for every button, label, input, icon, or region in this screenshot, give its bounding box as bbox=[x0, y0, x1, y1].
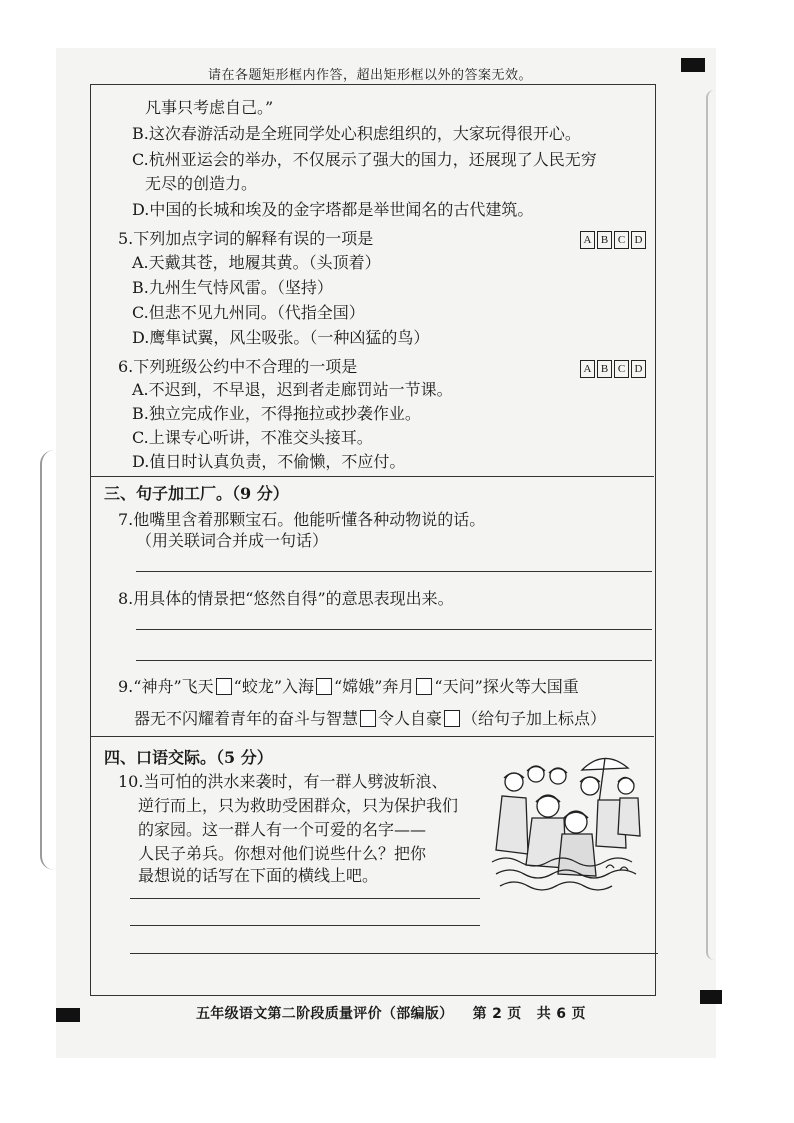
q7-answer-line[interactable] bbox=[136, 571, 652, 572]
q4-option-c-line2: 无尽的创造力。 bbox=[145, 174, 258, 193]
q9-text-5: 器无不闪耀着青年的奋斗与智慧 bbox=[134, 709, 359, 728]
q5-choice-a[interactable]: A bbox=[580, 231, 595, 249]
registration-mark-top-right bbox=[681, 58, 705, 72]
answer-area-notice: 请在各题矩形框内作答，超出矩形框以外的答案无效。 bbox=[207, 68, 532, 83]
flood-rescue-illustration bbox=[486, 750, 646, 895]
q9-punct-box-5[interactable] bbox=[444, 710, 460, 727]
q9-punct-box-1[interactable] bbox=[216, 678, 232, 695]
q6-option-b: B.独立完成作业，不得拖拉或抄袭作业。 bbox=[132, 404, 421, 423]
q10-answer-line-3[interactable] bbox=[130, 953, 658, 954]
q7-stem: 7.他嘴里含着那颗宝石。他能听懂各种动物说的话。 bbox=[118, 510, 486, 529]
section-divider bbox=[90, 476, 654, 477]
section-3-title: 三、句子加工厂。（9 分） bbox=[104, 484, 289, 503]
q9-line-1 bbox=[118, 677, 579, 697]
page-footer bbox=[196, 1003, 586, 1023]
q9-text-4: “天问”探火等大国重 bbox=[434, 677, 579, 696]
registration-mark-bottom-left bbox=[56, 1008, 80, 1022]
q9-text-6: 令人自豪 bbox=[378, 709, 443, 728]
q4-option-a-tail: 凡事只考虑自己。” bbox=[145, 98, 274, 117]
q6-option-a: A.不迟到，不早退，迟到者走廊罚站一节课。 bbox=[132, 380, 453, 399]
q9-instruction: （给句子加上标点） bbox=[462, 709, 607, 728]
q4-option-d: D.中国的长城和埃及的金字塔都是举世闻名的古代建筑。 bbox=[132, 200, 534, 219]
q6-stem: 6.下列班级公约中不合理的一项是 bbox=[118, 357, 358, 376]
q9-text-3: “嫦娥”奔月 bbox=[334, 677, 415, 696]
q6-choice-d[interactable]: D bbox=[631, 360, 646, 378]
q5-option-b: B.九州生气恃风雷。（坚持） bbox=[132, 278, 333, 297]
q4-option-b: B.这次春游活动是全班同学处心积虑组织的，大家玩得很开心。 bbox=[132, 124, 581, 143]
q10-answer-line-2[interactable] bbox=[130, 925, 480, 926]
q5-choice-b[interactable]: B bbox=[597, 231, 612, 249]
footer-total-pages: 共 6 页 bbox=[536, 1006, 586, 1022]
q10-line-4: 人民子弟兵。你想对他们说些什么？把你 bbox=[138, 844, 427, 863]
footer-page-number: 第 2 页 bbox=[472, 1006, 522, 1022]
page-curl-shadow bbox=[40, 450, 60, 870]
q10-line-2: 逆行而上，只为救助受困群众，只为保护我们 bbox=[138, 796, 459, 815]
q6-choice-c[interactable]: C bbox=[614, 360, 629, 378]
q9-text-1: 9.“神舟”飞天 bbox=[118, 677, 214, 696]
registration-mark-bottom-right bbox=[700, 990, 722, 1004]
q4-option-c-line1: C.杭州亚运会的举办，不仅展示了强大的国力，还展现了人民无穷 bbox=[132, 150, 597, 169]
q9-punct-box-2[interactable] bbox=[316, 678, 332, 695]
next-page-edge bbox=[706, 90, 728, 960]
q5-stem: 5.下列加点字词的解释有误的一项是 bbox=[118, 229, 374, 248]
section-4-title: 四、口语交际。（5 分） bbox=[104, 748, 273, 767]
q9-punct-box-3[interactable] bbox=[416, 678, 432, 695]
q5-choice-d[interactable]: D bbox=[631, 231, 646, 249]
q9-line-2 bbox=[134, 709, 606, 729]
q6-option-d: D.值日时认真负责，不偷懒，不应付。 bbox=[132, 452, 406, 471]
q9-text-2: “蛟龙”入海 bbox=[233, 677, 315, 696]
q5-choice-boxes[interactable] bbox=[580, 231, 646, 249]
q10-answer-line-1[interactable] bbox=[130, 898, 480, 899]
q8-stem: 8.用具体的情景把“悠然自得”的意思表现出来。 bbox=[118, 589, 454, 608]
q6-option-c: C.上课专心听讲，不准交头接耳。 bbox=[132, 428, 373, 447]
q5-option-d: D.鹰隼试翼，风尘吸张。（一种凶猛的鸟） bbox=[132, 328, 430, 347]
q7-instruction: （用关联词合并成一句话） bbox=[136, 531, 329, 550]
q6-choice-a[interactable]: A bbox=[580, 360, 595, 378]
section-divider bbox=[90, 736, 654, 737]
q10-line-3: 的家园。这一群人有一个可爱的名字—— bbox=[138, 820, 427, 839]
q5-choice-c[interactable]: C bbox=[614, 231, 629, 249]
q6-choice-boxes[interactable] bbox=[580, 360, 646, 378]
q8-answer-line-1[interactable] bbox=[136, 629, 652, 630]
q6-choice-b[interactable]: B bbox=[597, 360, 612, 378]
q9-punct-box-4[interactable] bbox=[360, 710, 376, 727]
q8-answer-line-2[interactable] bbox=[136, 660, 652, 661]
q5-option-c: C.但悲不见九州同。（代指全国） bbox=[132, 303, 365, 322]
footer-title: 五年级语文第二阶段质量评价（部编版） bbox=[196, 1006, 454, 1022]
q10-line-5: 最想说的话写在下面的横线上吧。 bbox=[138, 866, 379, 885]
q5-option-a: A.天戴其苍，地履其黄。（头顶着） bbox=[132, 253, 381, 272]
q10-line-1: 10.当可怕的洪水来袭时，有一群人劈波斩浪、 bbox=[118, 772, 448, 791]
